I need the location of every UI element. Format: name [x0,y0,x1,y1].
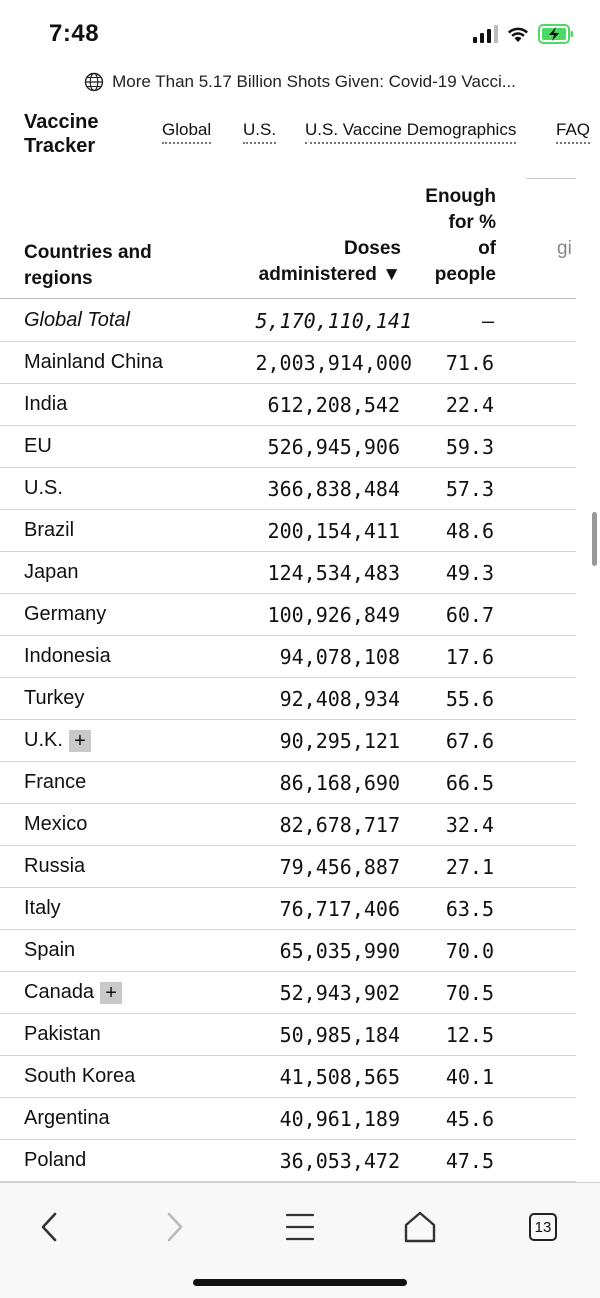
doses-cell: 200,154,411 [267,519,400,543]
table-row[interactable] [0,384,576,426]
country-name: Japan [24,561,79,583]
percent-cell: 63.5 [445,897,494,921]
country-name: Italy [24,897,61,919]
country-cell [24,729,91,752]
forward-button[interactable] [152,1205,196,1249]
doses-cell: 40,961,189 [279,1107,400,1131]
country-name: U.S. [24,477,63,499]
doses-cell: 76,717,406 [279,897,400,921]
country-name: Mexico [24,813,88,835]
nav-link-us-demographics[interactable]: U.S. Vaccine Demographics [305,120,516,144]
country-name: Spain [24,939,76,961]
table-row[interactable] [0,552,576,594]
table-row[interactable] [0,1098,576,1140]
tabs-button[interactable] [521,1205,565,1249]
percent-cell: 57.3 [445,477,494,501]
table-row[interactable] [0,636,576,678]
doses-cell: 612,208,542 [267,393,400,417]
percent-cell: – [481,309,494,333]
url-bar[interactable] [0,66,600,98]
table-row[interactable] [0,846,576,888]
percent-cell: 22.4 [445,393,494,417]
doses-cell: 92,408,934 [279,687,400,711]
country-cell [24,309,130,332]
country-cell [24,1149,86,1172]
home-button[interactable] [398,1205,442,1249]
percent-cell: 70.5 [445,981,494,1005]
table-row[interactable] [0,468,576,510]
country-name: France [24,771,87,793]
back-button[interactable] [28,1205,72,1249]
browser-toolbar [0,1182,600,1298]
percent-cell: 40.1 [445,1065,494,1089]
doses-cell: 65,035,990 [279,939,400,963]
table-row[interactable] [0,1056,576,1098]
country-cell [24,897,61,920]
country-cell [24,771,86,794]
country-name: U.K. [24,729,63,751]
table-row[interactable] [0,594,576,636]
table-row[interactable] [0,804,576,846]
header-top-rule [526,178,576,179]
column-header-percent[interactable]: Enough for % of people [425,186,496,285]
nav-link-faq[interactable]: FAQ [556,120,590,144]
status-icons [473,24,574,44]
country-cell [24,813,87,836]
column-header-doses[interactable]: Doses administered ▼ [258,238,401,285]
country-cell [24,1107,110,1130]
table-row[interactable] [0,426,576,468]
table-row[interactable] [0,1014,576,1056]
signal-icon [473,25,498,43]
doses-cell: 5,170,110,141 [255,309,412,333]
doses-cell: 41,508,565 [279,1065,400,1089]
country-cell [24,393,67,416]
percent-cell: 17.6 [445,645,494,669]
percent-cell: 70.0 [445,939,494,963]
country-name: Canada [24,981,95,1003]
expand-plus-icon[interactable]: + [69,730,91,752]
header-divider [0,298,576,299]
table-header [0,178,600,300]
percent-cell: 32.4 [445,813,494,837]
column-header-partial[interactable]: gi [557,238,572,259]
tabs-icon: 13 [529,1213,557,1241]
wifi-icon [507,25,529,43]
status-time: 7:48 [49,20,100,47]
nav-link-global[interactable]: Global [162,120,211,144]
country-cell [24,477,63,500]
battery-charging-icon [538,24,574,44]
country-cell [24,1023,101,1046]
percent-cell: 60.7 [445,603,494,627]
doses-cell: 526,945,906 [267,435,400,459]
site-nav [0,104,600,164]
country-name: Mainland China [24,351,163,373]
home-indicator [193,1279,407,1286]
doses-cell: 366,838,484 [267,477,400,501]
home-icon [403,1210,437,1244]
expand-plus-icon[interactable]: + [100,982,122,1004]
country-name: Poland [24,1149,87,1171]
doses-cell: 82,678,717 [279,813,400,837]
country-name: Turkey [24,687,85,709]
menu-button[interactable] [278,1205,322,1249]
table-row[interactable] [0,720,576,762]
doses-cell: 100,926,849 [267,603,400,627]
doses-cell: 36,053,472 [279,1149,400,1173]
doses-cell: 86,168,690 [279,771,400,795]
country-name: Brazil [24,519,75,541]
country-cell [24,981,122,1004]
doses-cell: 124,534,483 [267,561,400,585]
doses-cell: 52,943,902 [279,981,400,1005]
country-cell [24,687,84,710]
country-cell [24,351,163,374]
percent-cell: 66.5 [445,771,494,795]
globe-icon [84,72,104,92]
percent-cell: 49.3 [445,561,494,585]
doses-cell: 2,003,914,000 [255,351,412,375]
country-name: Pakistan [24,1023,101,1045]
doses-cell: 94,078,108 [279,645,400,669]
country-name: Indonesia [24,645,111,667]
percent-cell: 67.6 [445,729,494,753]
country-cell [24,939,75,962]
table-row[interactable] [0,888,576,930]
country-cell [24,1065,135,1088]
percent-cell: 45.6 [445,1107,494,1131]
percent-cell: 55.6 [445,687,494,711]
country-name: Germany [24,603,107,625]
site-title[interactable]: Vaccine Tracker [24,111,99,157]
percent-cell: 48.6 [445,519,494,543]
column-header-country[interactable]: Countries and regions [24,242,152,289]
country-cell [24,645,111,668]
percent-cell: 47.5 [445,1149,494,1173]
table-row[interactable] [0,678,576,720]
table-row[interactable] [0,1140,576,1182]
doses-cell: 50,985,184 [279,1023,400,1047]
doses-cell: 79,456,887 [279,855,400,879]
doses-cell: 90,295,121 [279,729,400,753]
percent-cell: 59.3 [445,435,494,459]
table-row[interactable] [0,762,576,804]
country-cell [24,519,74,542]
country-name: Argentina [24,1107,110,1129]
country-name: South Korea [24,1065,136,1087]
country-name: Russia [24,855,86,877]
country-cell [24,435,52,458]
table-row[interactable] [0,510,576,552]
country-cell [24,855,85,878]
back-icon [33,1210,67,1244]
country-cell [24,561,79,584]
country-name: EU [24,435,52,457]
nav-link-us[interactable]: U.S. [243,120,276,144]
status-bar [0,0,600,70]
country-name: Global Total [24,309,130,331]
table-row[interactable] [0,300,576,342]
country-name: India [24,393,68,415]
forward-icon [157,1210,191,1244]
menu-icon [283,1210,317,1244]
country-cell [24,603,106,626]
table-row[interactable] [0,930,576,972]
page-title: More Than 5.17 Billion Shots Given: Covid-19 Vacci... [112,72,516,91]
percent-cell: 71.6 [445,351,494,375]
percent-cell: 12.5 [445,1023,494,1047]
table-row[interactable] [0,342,576,384]
percent-cell: 27.1 [445,855,494,879]
table-row[interactable] [0,972,576,1014]
table-body [0,300,576,1182]
scrollbar[interactable] [592,512,597,566]
